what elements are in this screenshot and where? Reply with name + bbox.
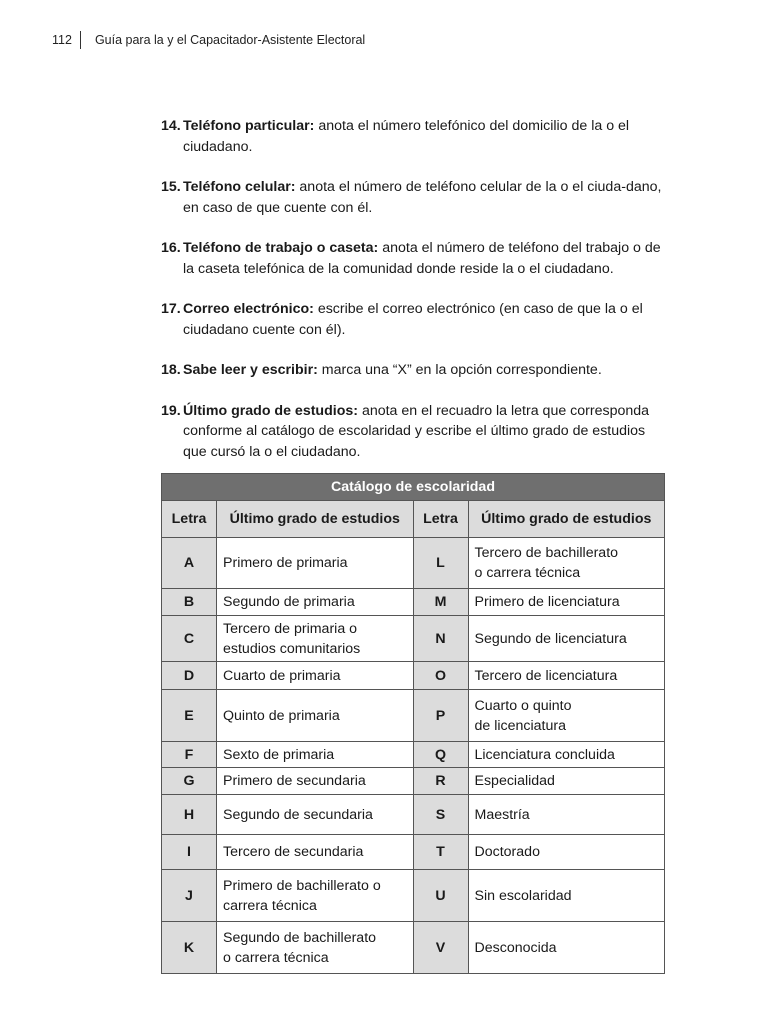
grade-cell [217,662,414,690]
grade-text: Segundo de licenciatura [474,630,627,647]
letter-cell: I [162,835,217,870]
document-title: Guía para la y el Capacitador-Asistente Electoral [94,33,366,47]
grade-cell [468,835,665,870]
grade-cell [468,662,665,690]
letter-cell: R [413,768,468,795]
item-text: anota el número de teléfono del trabajo o de la caseta telefónica de la comunidad donde reside la o el ciudadano. [183,240,661,277]
page-number: 112 [52,33,72,47]
table-row [162,870,665,922]
page-header [52,30,365,50]
table-row [162,589,665,616]
grade-cell [468,742,665,768]
letter-cell: O [413,662,468,690]
header-divider [80,31,81,49]
table-row [162,690,665,742]
grade-text: estudios comunitarios [223,640,361,657]
grade-cell [217,742,414,768]
letter-cell: F [162,742,217,768]
table-row [162,768,665,795]
grade-text: Segundo de primaria [223,594,355,610]
grade-cell [217,768,414,795]
letter-cell: Q [413,742,468,768]
grade-cell [217,870,414,922]
grade-cell [217,690,414,742]
grade-text: Tercero de bachillerato [474,545,619,561]
grade-text: Primero de bachillerato o [223,877,381,894]
grade-cell [217,589,414,616]
column-header-letter: Letra [162,501,217,538]
grade-text: Primero de primaria [223,555,348,571]
grade-text: Sexto de primaria [223,746,335,763]
column-header-grade: Último grado de estudios [217,501,414,538]
letter-cell: L [413,538,468,589]
item-term: Sabe leer y escribir: [183,362,318,378]
grade-cell [217,538,414,589]
grade-text: o carrera técnica [474,565,581,581]
grade-text: de licenciatura [474,717,566,734]
list-item [161,177,666,218]
grade-text: Especialidad [474,773,555,789]
grade-text: Cuarto o quinto [474,697,572,714]
item-text: anota el número de teléfono celular de la o el ciuda-dano, en caso de que cuente con él. [183,179,662,216]
grade-text: carrera técnica [223,897,317,914]
item-number: 15. [161,179,181,195]
list-item [161,299,666,340]
grade-text: Sin escolaridad [474,887,572,904]
grade-text: Cuarto de primaria [223,667,341,684]
grade-text: Tercero de primaria o [223,620,358,637]
letter-cell: D [162,662,217,690]
item-number: 17. [161,301,181,317]
letter-cell: C [162,616,217,662]
grade-text: Primero de secundaria [223,773,366,789]
letter-cell: K [162,922,217,974]
table-caption: Catálogo de escolaridad [162,474,665,501]
item-text: anota el número telefónico del domicilio de la o el ciudadano. [183,118,630,155]
letter-cell: H [162,795,217,835]
grade-text: Segundo de secundaria [223,806,373,823]
letter-cell: J [162,870,217,922]
column-header-grade: Último grado de estudios [468,501,665,538]
letter-cell: E [162,690,217,742]
letter-cell: T [413,835,468,870]
list-item [161,360,666,381]
table-body [162,538,665,974]
grade-text: Segundo de bachillerato [223,929,377,946]
letter-cell: A [162,538,217,589]
item-term: Teléfono celular: [183,179,296,195]
grade-cell [217,835,414,870]
item-term: Teléfono particular: [183,118,315,134]
grade-cell [468,922,665,974]
grade-cell [468,768,665,795]
grade-cell [468,616,665,662]
list-item [161,116,666,157]
grade-text: o carrera técnica [223,949,329,966]
grade-text: Licenciatura concluida [474,746,615,763]
table-row [162,538,665,589]
grade-cell [468,795,665,835]
schooling-catalog-table [161,473,665,974]
item-term: Último grado de estudios: [183,402,358,419]
letter-cell: B [162,589,217,616]
table-row [162,922,665,974]
list-item [161,401,666,463]
item-number: 16. [161,240,181,256]
letter-cell: G [162,768,217,795]
column-header-letter: Letra [413,501,468,538]
item-text: escribe el correo electrónico (en caso de que la o el ciudadano cuente con él). [183,301,643,338]
table-row [162,742,665,768]
list-item [161,238,666,279]
grade-cell [468,690,665,742]
letter-cell: S [413,795,468,835]
table-row [162,795,665,835]
item-number: 19. [161,402,181,419]
grade-cell [217,795,414,835]
grade-text: Tercero de licenciatura [474,667,618,684]
grade-cell [217,616,414,662]
grade-cell [217,922,414,974]
instruction-list [161,116,666,482]
grade-text: Doctorado [474,844,540,860]
letter-cell: U [413,870,468,922]
item-number: 14. [161,118,181,134]
letter-cell: M [413,589,468,616]
table-row [162,835,665,870]
item-text: anota en el recuadro la letra que corresponda conforme al catálogo de escolaridad y escribe el último grado de estudios que cursó la o el ciudadano. [183,402,650,460]
grade-text: Tercero de secundaria [223,844,364,860]
letter-cell: N [413,616,468,662]
letter-cell: P [413,690,468,742]
item-term: Correo electrónico: [183,301,314,317]
grade-cell [468,870,665,922]
grade-text: Quinto de primaria [223,707,340,724]
grade-text: Maestría [474,806,530,823]
item-term: Teléfono de trabajo o caseta: [183,240,379,256]
table-row [162,662,665,690]
grade-text: Desconocida [474,939,557,956]
letter-cell: V [413,922,468,974]
item-text: marca una “X” en la opción correspondiente. [317,362,602,378]
grade-text: Primero de licenciatura [474,594,620,610]
item-number: 18. [161,362,181,378]
table-row [162,616,665,662]
grade-cell [468,589,665,616]
grade-cell [468,538,665,589]
